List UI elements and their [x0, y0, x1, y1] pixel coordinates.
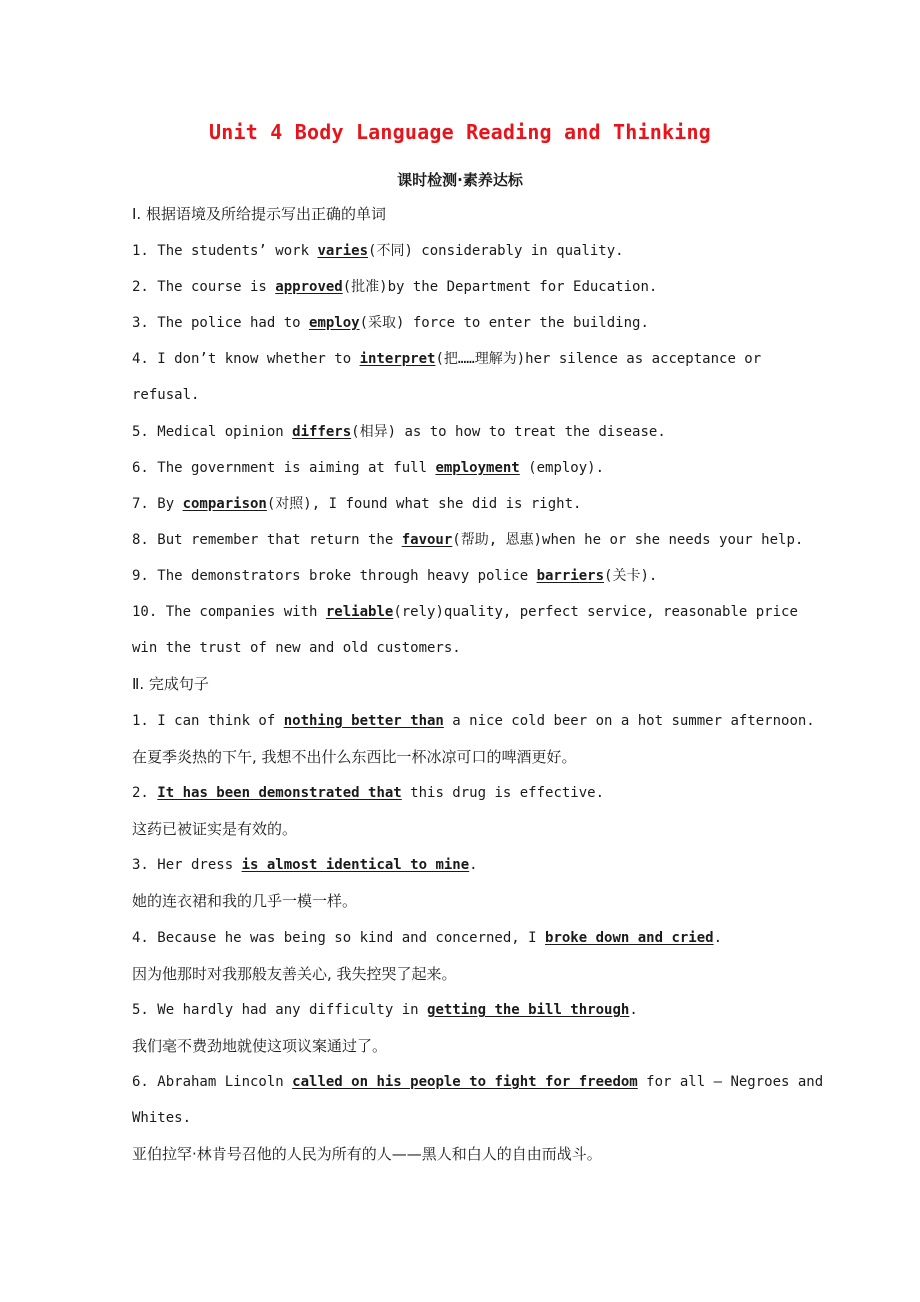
- exercise-item: 6. The government is aiming at full employment (employ).: [132, 460, 605, 476]
- section-2-heading: Ⅱ. 完成句子: [132, 675, 209, 693]
- exercise-item-continuation: refusal.: [132, 387, 200, 403]
- sentence-item: 5. We hardly had any difficulty in getting the bill through.: [132, 1002, 638, 1018]
- exercise-item: 7. By comparison(对照), I found what she did is right.: [132, 496, 582, 512]
- exercise-item-continuation: win the trust of new and old customers.: [132, 640, 461, 656]
- answer: employment: [435, 460, 520, 476]
- page-subtitle: 课时检测·素养达标: [397, 171, 523, 189]
- answer: favour: [401, 532, 453, 548]
- exercise-item: 3. The police had to employ(采取) force to enter the building.: [132, 315, 649, 331]
- answer: employ: [309, 315, 360, 331]
- answer: interpret: [359, 351, 436, 367]
- answer: approved: [275, 279, 343, 295]
- sentence-item: 2. It has been demonstrated that this drug is effective.: [132, 785, 605, 801]
- answer: is almost identical to mine: [241, 857, 470, 873]
- answer: getting the bill through: [427, 1002, 630, 1018]
- sentence-item-continuation: Whites.: [132, 1110, 192, 1126]
- sentence-translation: 因为他那时对我那般友善关心, 我失控哭了起来。: [132, 965, 457, 983]
- answer: differs: [292, 424, 352, 440]
- exercise-item: 5. Medical opinion differs(相异) as to how to treat the disease.: [132, 424, 666, 440]
- sentence-item: 1. I can think of nothing better than a nice cold beer on a hot summer afternoon.: [132, 713, 815, 729]
- answer: nothing better than: [283, 713, 444, 729]
- exercise-item: 4. I don’t know whether to interpret(把……理解为)her silence as acceptance or: [132, 351, 762, 367]
- sentence-translation: 她的连衣裙和我的几乎一模一样。: [132, 892, 358, 910]
- sentence-item: 6. Abraham Lincoln called on his people to fight for freedom for all — Negroes and: [132, 1074, 824, 1090]
- sentence-translation: 在夏季炎热的下午, 我想不出什么东西比一杯冰凉可口的啤酒更好。: [132, 748, 577, 766]
- exercise-item: 9. The demonstrators broke through heavy police barriers(关卡).: [132, 568, 658, 584]
- section-1-heading: Ⅰ. 根据语境及所给提示写出正确的单词: [132, 205, 386, 223]
- exercise-item: 10. The companies with reliable(rely)quality, perfect service, reasonable price: [132, 604, 798, 620]
- sentence-translation: 这药已被证实是有效的。: [132, 820, 298, 838]
- sentence-item: 4. Because he was being so kind and concerned, I broke down and cried.: [132, 930, 723, 946]
- answer: reliable: [325, 604, 394, 620]
- answer: broke down and cried: [545, 930, 714, 946]
- exercise-item: 8. But remember that return the favour(帮助, 恩惠)when he or she needs your help.: [132, 532, 804, 548]
- sentence-translation: 亚伯拉罕·林肯号召他的人民为所有的人——黑人和白人的自由而战斗。: [132, 1145, 602, 1163]
- answer: It has been demonstrated that: [157, 785, 402, 801]
- answer: comparison: [182, 496, 267, 512]
- answer: barriers: [536, 568, 605, 584]
- page-title: Unit 4 Body Language Reading and Thinking: [209, 120, 711, 144]
- answer: called on his people to fight for freedom: [292, 1074, 638, 1090]
- answer: varies: [317, 243, 369, 259]
- sentence-translation: 我们毫不费劲地就使这项议案通过了。: [132, 1037, 388, 1055]
- exercise-item: 2. The course is approved(批准)by the Department for Education.: [132, 279, 658, 295]
- sentence-item: 3. Her dress is almost identical to mine.: [132, 857, 478, 873]
- exercise-item: 1. The students’ work varies(不同) considerably in quality.: [132, 243, 624, 259]
